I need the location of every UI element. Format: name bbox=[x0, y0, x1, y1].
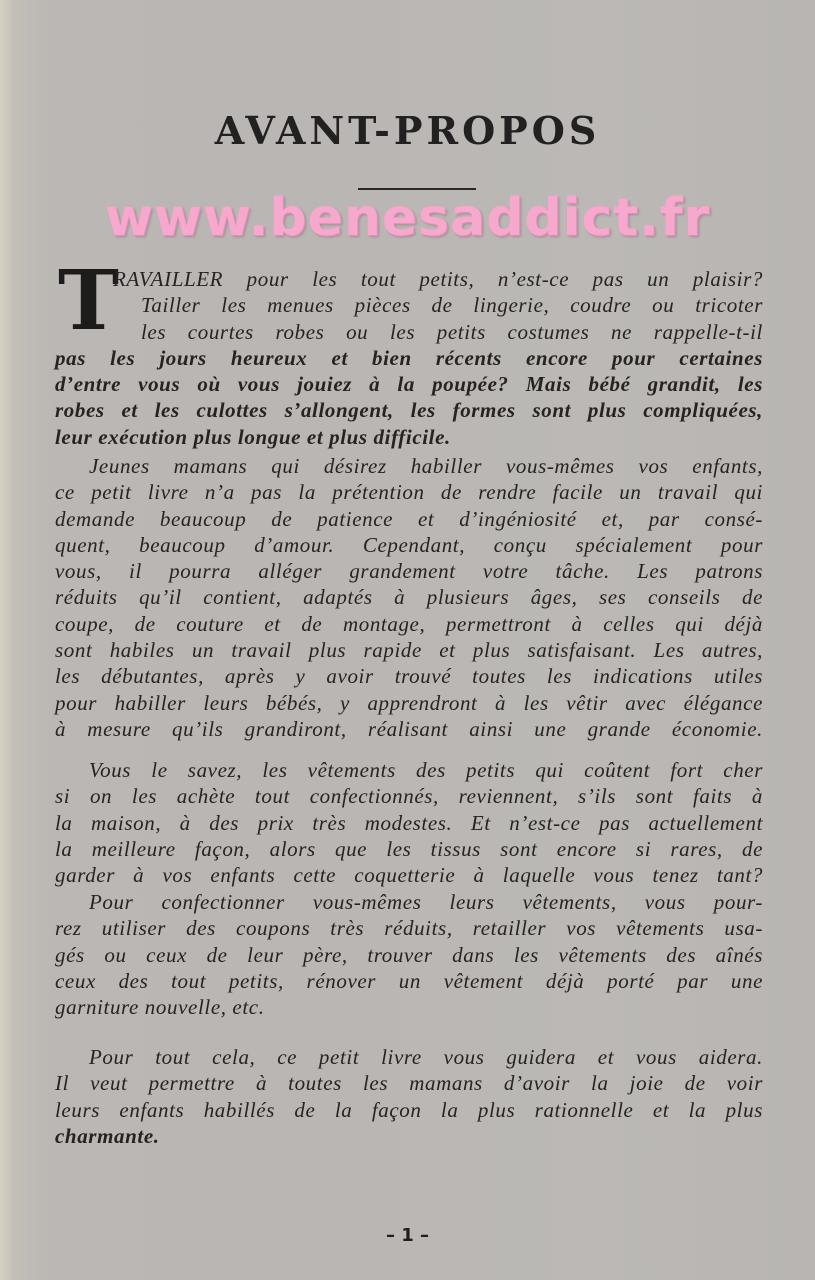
paragraph-3 bbox=[55, 757, 763, 888]
text-line: ceux des tout petits, rénover un vêtement déjà porté par une bbox=[55, 968, 763, 993]
text-line: quent, beaucoup d’amour. Cependant, conçu spécialement pour bbox=[55, 532, 763, 557]
text-line: les débutantes, après y avoir trouvé toutes les indications utiles bbox=[55, 664, 763, 689]
page-title: AVANT-PROPOS bbox=[214, 108, 601, 153]
page-number: – 1 – bbox=[385, 1225, 430, 1246]
text-line: charmante. bbox=[55, 1123, 160, 1148]
paragraph-5 bbox=[55, 1044, 763, 1149]
text-line: leur exécution plus longue et plus difficile. bbox=[55, 424, 451, 449]
text-line: la meilleure façon, alors que les tissus sont encore si rares, de bbox=[55, 836, 763, 861]
text-line: Vous le savez, les vêtements des petits qui coûtent fort cher bbox=[89, 758, 763, 782]
paragraph-2 bbox=[55, 453, 763, 742]
text-line: à mesure qu’ils grandiront, réalisant ainsi une grande économie. bbox=[55, 716, 763, 741]
paragraph-4 bbox=[55, 889, 763, 1020]
text-line: demande beaucoup de patience et d’ingéniosité et, par consé- bbox=[55, 506, 763, 531]
watermark: www.benesaddict.fr bbox=[104, 188, 711, 248]
text-line: sont habiles un travail plus rapide et plus satisfaisant. Les autres, bbox=[55, 638, 763, 663]
text-line: Jeunes mamans qui désirez habiller vous-mêmes vos enfants, bbox=[89, 454, 763, 478]
drop-cap: T bbox=[58, 253, 120, 349]
text-line: Pour tout cela, ce petit livre vous guidera et vous aidera. bbox=[89, 1045, 763, 1069]
text-line: garniture nouvelle, etc. bbox=[55, 995, 265, 1020]
text-line: si on les achète tout confectionnés, reviennent, s’ils sont faits à bbox=[55, 784, 763, 809]
paragraph-1 bbox=[55, 253, 763, 450]
text-line: gés ou ceux de leur père, trouver dans les vêtements des aînés bbox=[55, 942, 763, 967]
text-line: d’entre vous où vous jouiez à la poupée? Mais bébé grandit, les bbox=[55, 372, 763, 397]
text-line: ce petit livre n’a pas la prétention de rendre facile un travail qui bbox=[55, 480, 763, 505]
text-line: coupe, de couture et de montage, permettront à celles qui déjà bbox=[55, 611, 763, 636]
text-line: RAVAILLER pour les tout petits, n’est-ce pas un plaisir? bbox=[113, 267, 763, 291]
text-line: pas les jours heureux et bien récents encore pour certaines bbox=[55, 345, 763, 370]
text-line: Pour confectionner vous-mêmes leurs vêtements, vous pour- bbox=[89, 890, 763, 914]
text-line: leurs enfants habillés de la façon la plus rationnelle et la plus bbox=[55, 1097, 763, 1122]
text-line: rez utiliser des coupons très réduits, retailler vos vêtements usa- bbox=[55, 916, 763, 941]
text-line: garder à vos enfants cette coquetterie à laquelle vous tenez tant? bbox=[55, 863, 763, 888]
text-line: la maison, à des prix très modestes. Et n’est-ce pas actuellement bbox=[55, 810, 763, 835]
text-line: robes et les culottes s’allongent, les formes sont plus compliquées, bbox=[55, 398, 763, 423]
text-line: vous, il pourra alléger grandement votre tâche. Les patrons bbox=[55, 559, 763, 584]
text-line: les courtes robes ou les petits costumes ne rappelle-t-il bbox=[141, 319, 763, 344]
text-line: pour habiller leurs bébés, y apprendront à les vêtir avec élégance bbox=[55, 690, 763, 715]
text-line: réduits qu’il contient, adaptés à plusieurs âges, ses conseils de bbox=[55, 585, 763, 610]
text-line: Tailler les menues pièces de lingerie, coudre ou tricoter bbox=[141, 293, 763, 318]
text-line: Il veut permettre à toutes les mamans d’avoir la joie de voir bbox=[55, 1071, 763, 1096]
